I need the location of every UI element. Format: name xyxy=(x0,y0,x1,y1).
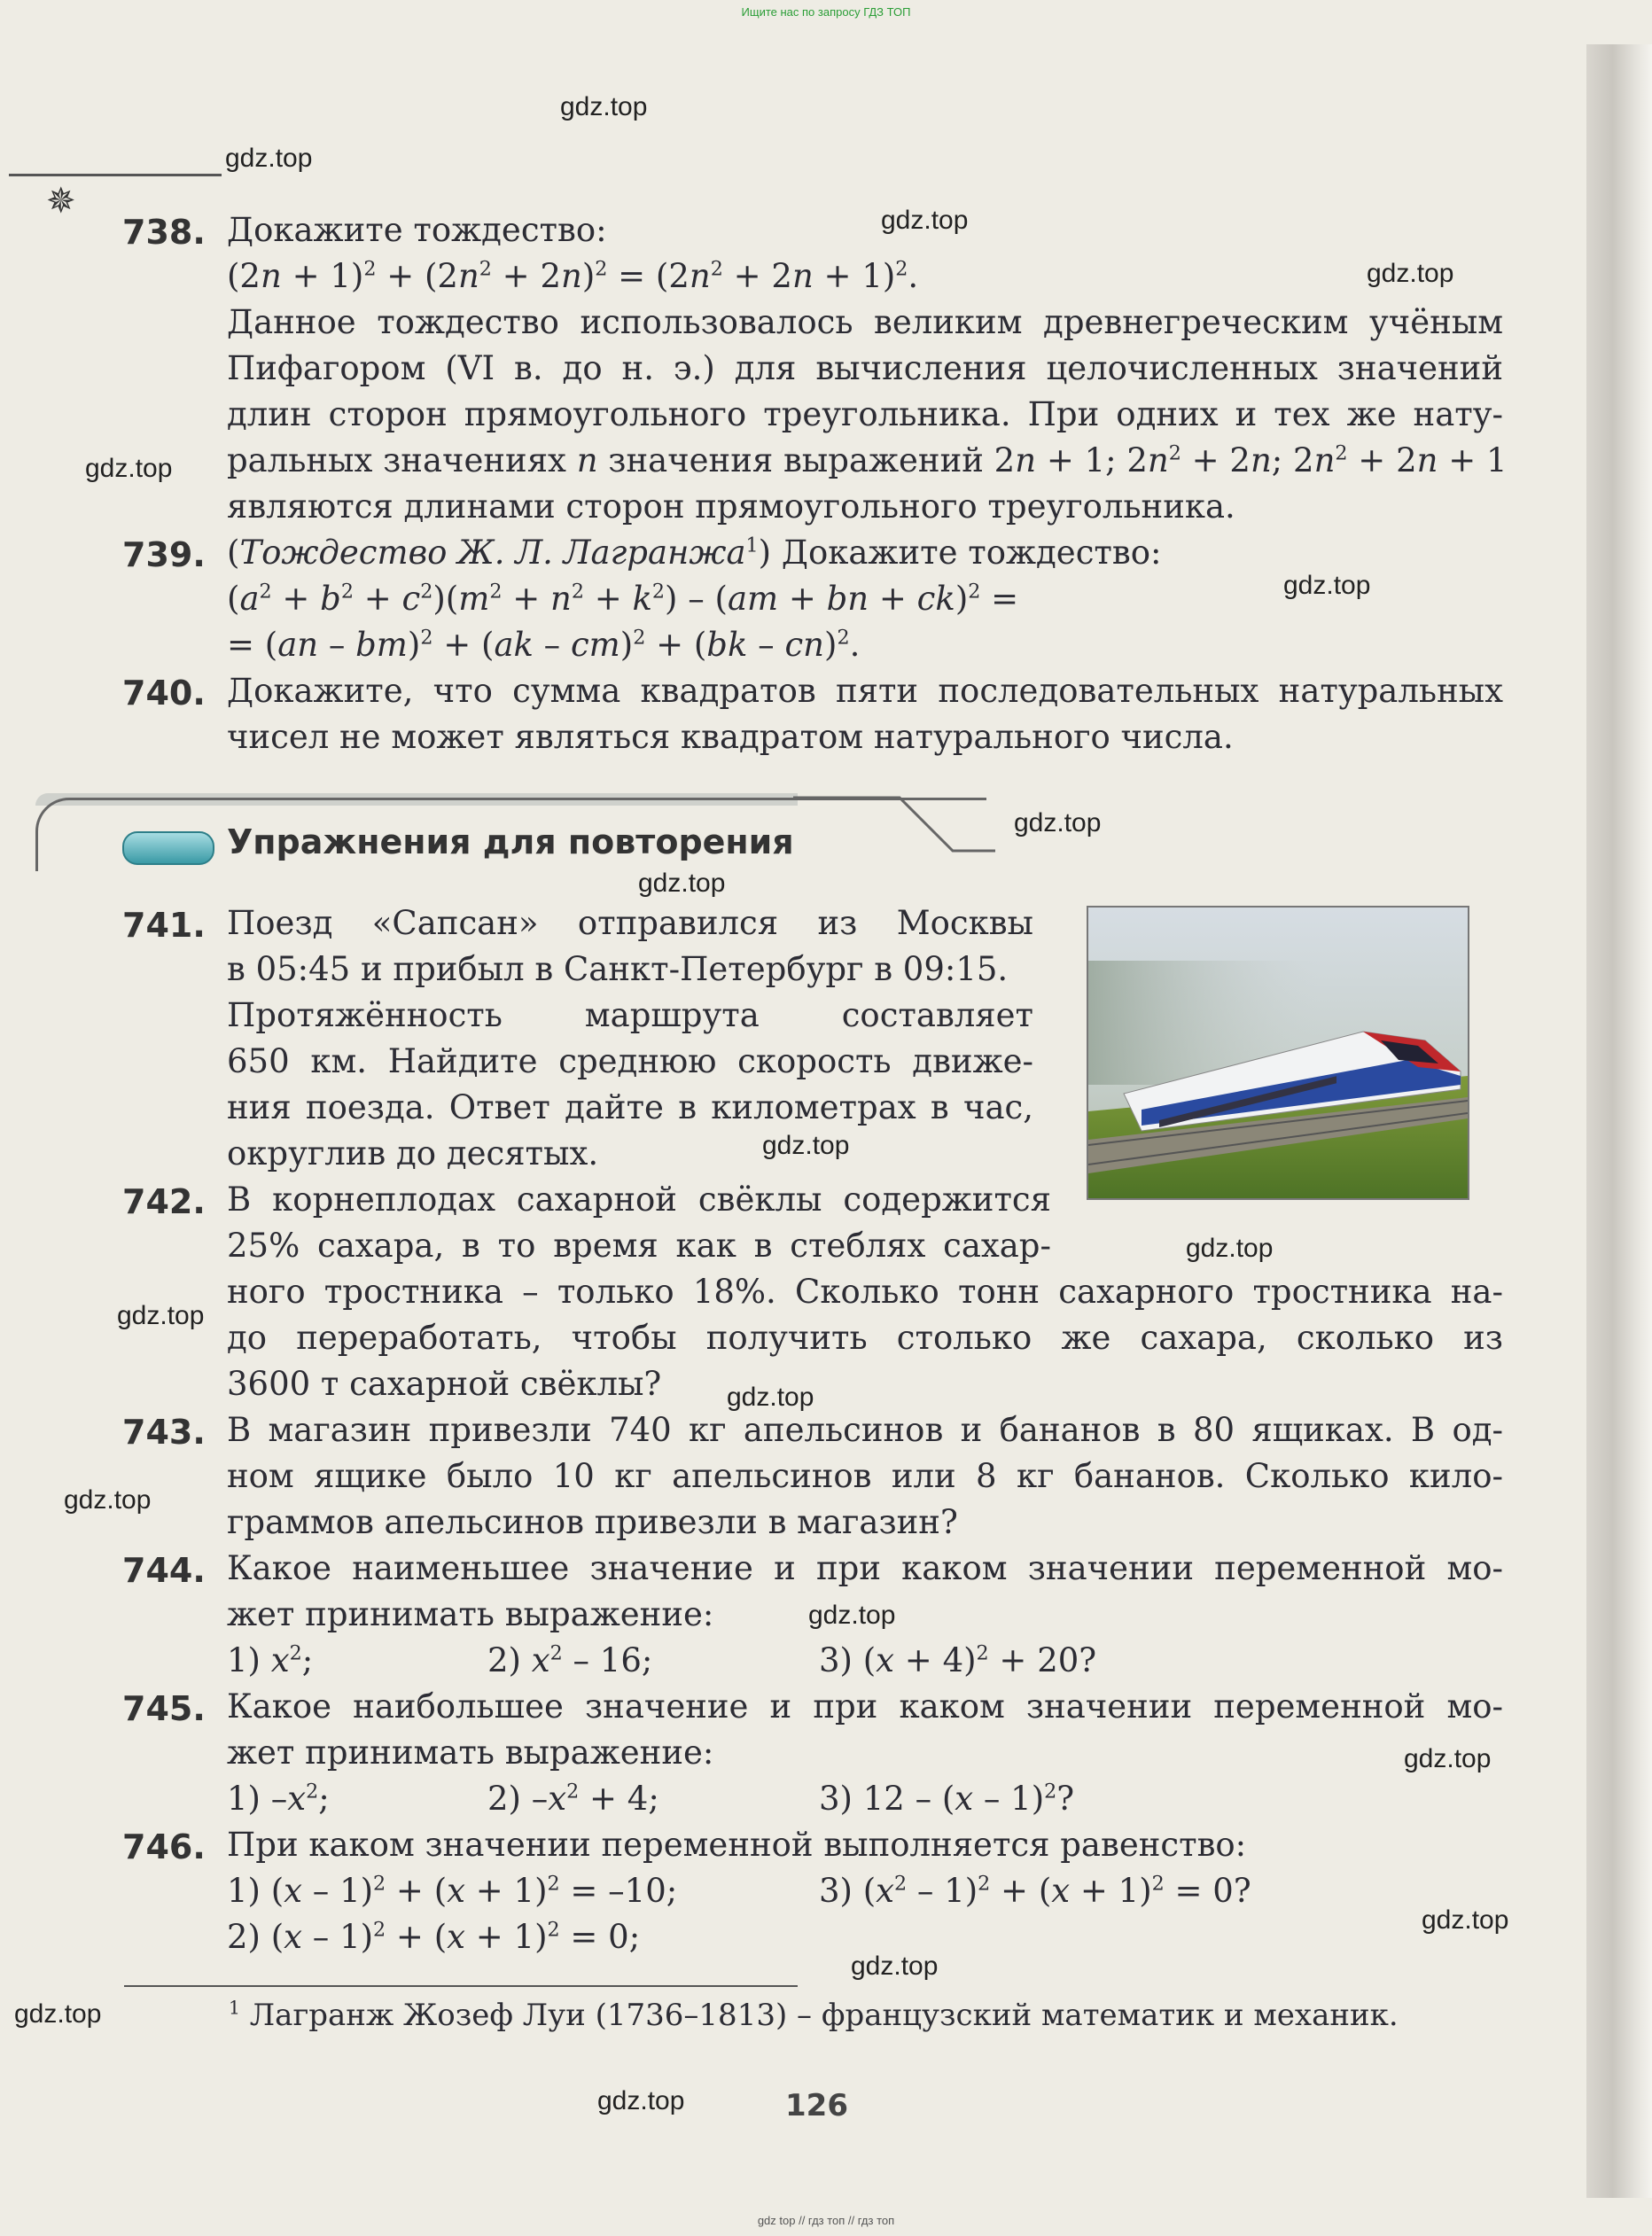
watermark: gdz.top xyxy=(117,1301,205,1330)
problem-text: 650 км. Найдите среднюю скорость движе- xyxy=(227,1042,1033,1080)
watermark: gdz.top xyxy=(560,92,648,121)
problem-text: Протяжённость маршрута составляет xyxy=(227,996,1033,1034)
problem-text: ного тростника – только 18%. Сколько тонн сахарного тростника на- xyxy=(227,1273,1503,1311)
watermark: gdz.top xyxy=(1404,1744,1492,1773)
formula-739-line1: $(a^2 + b^2 + c^2)(m^2 + n^2 + k^2) - (am$ + bn + ck)$^2$ = xyxy=(227,580,1019,618)
formula-738: $(2n + 1)^2 + (2n^2 + 2n)^2 = (2n^2 + 2n + 1)^2$. xyxy=(227,257,919,295)
problem-text: Данное тождество использовалось великим древнегреческим учёным xyxy=(227,303,1503,341)
watermark: gdz.top xyxy=(1422,1905,1509,1935)
formula-745-2: 2) $-x^2 + 4$; xyxy=(487,1780,659,1818)
watermark: gdz.top xyxy=(762,1131,850,1160)
formula-744-1: 1) $x^2$; xyxy=(227,1641,314,1679)
formula-744-3: 3) $(x + 4)^2 + 20$? xyxy=(819,1641,1097,1679)
problem-text: В магазин привезли 740 кг апельсинов и бананов в 80 ящиках. В од- xyxy=(227,1411,1503,1449)
problem-text: Поезд «Сапсан» отправился из Москвы xyxy=(227,904,1033,942)
problem-text: Пифагором (VI в. до н. э.) для вычисления целочисленных значений xyxy=(227,349,1503,387)
watermark: gdz.top xyxy=(14,1999,102,2029)
formula-745-1: 1) $-x^2$; xyxy=(227,1780,330,1818)
problem-number: 741. xyxy=(122,906,206,945)
problem-text: Докажите тождество: xyxy=(227,211,607,249)
problem-number: 746. xyxy=(122,1827,206,1866)
watermark: gdz.top xyxy=(1367,259,1454,288)
problem-text: длин сторон прямоугольного треугольника. При одних и тех же нату- xyxy=(227,395,1503,433)
problem-number: 745. xyxy=(122,1689,206,1728)
section-frame-curve xyxy=(793,794,997,854)
problem-title: Тождество Ж. Л. Лагранжа xyxy=(239,534,746,572)
problem-text: ния поезда. Ответ дайте в километрах в час, xyxy=(227,1088,1033,1126)
section-icon xyxy=(122,831,214,865)
formula-746-1: 1) $(x - 1)^2 + (x + 1)^2 = -10$; xyxy=(227,1872,678,1910)
problem-text: Докажите, что сумма квадратов пяти последовательных натуральных xyxy=(227,672,1503,710)
star-icon: ✵ xyxy=(46,181,76,222)
formula-738-values: ральных значениях n значения выражений 2n + 1; $2n^2 + 2n$; $2n^2 + 2n + 1$ xyxy=(227,441,1508,479)
problem-text: ном ящике было 10 кг апельсинов или 8 кг бананов. Сколько кило- xyxy=(227,1457,1503,1495)
watermark: gdz.top xyxy=(225,144,313,173)
problem-text: Какое наибольшее значение и при каком значении переменной мо- xyxy=(227,1687,1503,1726)
problem-text: в 05:45 и прибыл в Санкт-Петербург в 09:15. xyxy=(227,950,1009,988)
watermark: gdz.top xyxy=(638,869,726,898)
problem-text: до переработать, чтобы получить столько же сахара, сколько из xyxy=(227,1319,1503,1357)
problem-text: 3600 т сахарной свёклы? xyxy=(227,1365,662,1403)
watermark: gdz.top xyxy=(64,1485,152,1515)
problem-text: являются длинами сторон прямоугольного треугольника. xyxy=(227,487,1235,526)
problem-number: 743. xyxy=(122,1413,206,1452)
watermark: gdz.top xyxy=(85,454,173,483)
problem-text: чисел не может являться квадратом натурального числа. xyxy=(227,718,1234,756)
problem-number: 740. xyxy=(122,674,206,713)
formula-739-line2: = (an – bm)$^2$ + (ak – cm)$^2$ + (bk – cn)$^2$. xyxy=(227,626,861,664)
problem-text: 25% сахара, в то время как в стеблях сахар- xyxy=(227,1227,1051,1265)
problem-text: округлив до десятых. xyxy=(227,1134,599,1173)
formula-746-3: 3) $(x^2 - 1)^2 + (x + 1)^2 = 0$? xyxy=(819,1872,1251,1910)
bottom-banner: gdz top // гдз топ // гдз топ xyxy=(757,2214,895,2227)
footnote: $^1$ Лагранж Жозеф Луи (1736–1813) – французский математик и механик. xyxy=(229,1997,1399,2033)
watermark: gdz.top xyxy=(881,206,969,235)
watermark: gdz.top xyxy=(1186,1234,1274,1263)
problem-text: Какое наименьшее значение и при каком значении переменной мо- xyxy=(227,1549,1503,1587)
formula-746-2: 2) $(x - 1)^2 + (x + 1)^2 = 0$; xyxy=(227,1918,641,1956)
top-banner: Ищите нас по запросу ГДЗ ТОП xyxy=(741,5,911,19)
train-photo xyxy=(1087,906,1469,1200)
problem-text: граммов апельсинов привезли в магазин? xyxy=(227,1503,958,1541)
watermark: gdz.top xyxy=(1283,571,1371,600)
problem-text: В корнеплодах сахарной свёклы содержится xyxy=(227,1180,1051,1219)
section-title: Упражнения для повторения xyxy=(227,822,794,861)
page-edge xyxy=(1586,44,1652,2198)
formula-745-3: 3) 12 – (x – 1)$^2$? xyxy=(819,1780,1075,1818)
problem-number: 739. xyxy=(122,535,206,574)
problem-text: жет принимать выражение: xyxy=(227,1595,714,1633)
footnote-rule xyxy=(124,1985,798,1987)
problem-text: ) Докажите тождество: xyxy=(758,534,1162,572)
top-rule xyxy=(9,174,222,176)
problem-number: 742. xyxy=(122,1182,206,1221)
watermark: gdz.top xyxy=(1014,808,1102,838)
problem-text: (Тождество Ж. Л. Лагранжа$^1$) Докажите тождество: xyxy=(227,534,1162,572)
page-number: 126 xyxy=(785,2088,848,2123)
problem-text: При каком значении переменной выполняется равенство: xyxy=(227,1826,1247,1864)
watermark: gdz.top xyxy=(597,2086,685,2115)
watermark: gdz.top xyxy=(851,1952,939,1981)
problem-number: 738. xyxy=(122,213,206,252)
watermark: gdz.top xyxy=(727,1383,814,1412)
watermark: gdz.top xyxy=(808,1601,896,1630)
footnote-text: Лагранж Жозеф Луи (1736–1813) – французский математик и механик. xyxy=(249,1998,1399,2033)
problem-number: 744. xyxy=(122,1551,206,1590)
formula-744-2: 2) $x^2 - 16$; xyxy=(487,1641,653,1679)
problem-text: жет принимать выражение: xyxy=(227,1733,714,1772)
